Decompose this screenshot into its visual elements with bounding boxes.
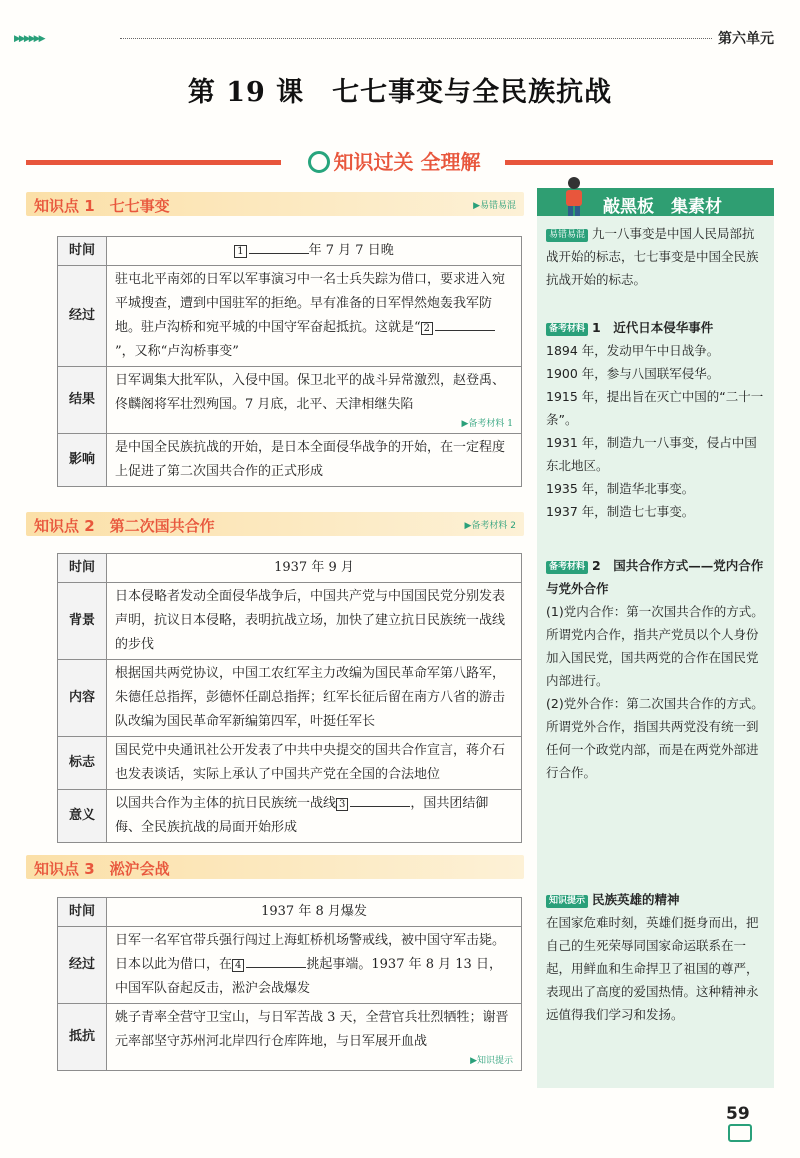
row-label: 结果 <box>58 367 107 434</box>
blank-number: 1 <box>234 245 246 258</box>
unit-label: 第六单元 <box>718 31 774 47</box>
table-row <box>58 898 522 927</box>
sidebar-title: 敲黑板 集素材 <box>603 197 722 217</box>
sidebar-line: 1900 年，参与八国联军侵华。 <box>546 366 720 381</box>
table-row <box>58 660 522 737</box>
background-cell: 日本侵略者发动全面侵华战争后，中国共产党与中国国民党分别发表声明，抗议日本侵略，表明抗战立场，加快了建立抗日民族统一战线的步伐 <box>107 583 522 660</box>
table-row <box>58 737 522 790</box>
kp1-table <box>57 236 522 487</box>
impact-cell: 是中国全民族抗战的开始，是日本全面侵华战争的开始，在一定程度上促进了第二次国共合作的正式形成 <box>107 434 522 487</box>
sidebar-badge: 备考材料 <box>546 561 588 574</box>
row-label: 内容 <box>58 660 107 737</box>
kp-tag: ▶备考材料 2 <box>464 521 516 531</box>
section-title: 知识过关 全理解 <box>288 146 500 175</box>
sidebar-block-2: 备考材料 1 近代日本侵华事件 1894 年，发动甲午中日战争。 1900 年，参与八国联军侵华。 1915 年，提出旨在灭亡中国的“二十一条”。 1931 年，制造九一八事变，侵占中国东北地区。 1935 年，制造华北事变。 1937 年，制造七七事变。 <box>546 316 766 523</box>
sidebar-line: 1915 年，提出旨在灭亡中国的“二十一条”。 <box>546 389 764 427</box>
process-cell: 日军一名军官带兵强行闯过上海虹桥机场警戒线，被中国守军击毙。日本以此为借口，在 4 挑起事端。1937 年 8 月 13 日，中国军队奋起反击，淞沪会战爆发 <box>107 927 522 1004</box>
swirl-icon <box>308 151 330 173</box>
table-row <box>58 266 522 367</box>
knowledge-point-2-header <box>26 512 524 536</box>
row-label: 时间 <box>58 898 107 927</box>
blank-number: 3 <box>336 798 348 811</box>
knowledge-point-1-header <box>26 192 524 216</box>
sidebar-block-3: 备考材料 2 国共合作方式——党内合作与党外合作 (1)党内合作：第一次国共合作的方式。所谓党内合作，指共产党员以个人身份加入国民党，国共两党的合作在国民党内部进行。 (2)党外合作：第二次国共合作的方式。所谓党外合作，指国共两党没有统一到任何一个政党内部，而是在两党外部进行合作。 <box>546 558 764 780</box>
row-label: 标志 <box>58 737 107 790</box>
reference-tag: ▶知识提示 <box>470 1056 513 1066</box>
blank-number: 4 <box>232 959 244 972</box>
reference-tag: ▶备考材料 1 <box>461 419 513 429</box>
sidebar-line: 1931 年，制造九一八事变，侵占中国东北地区。 <box>546 435 757 473</box>
sidebar-badge: 备考材料 <box>546 323 588 336</box>
section-bar-left <box>26 160 281 165</box>
row-label: 经过 <box>58 927 107 1004</box>
lesson-title: 第 19 课 七七事变与全民族抗战 <box>187 77 613 108</box>
time-cell: 1937 年 8 月爆发 <box>107 898 522 927</box>
table-row <box>58 927 522 1004</box>
knowledge-point-3-header <box>26 855 524 879</box>
sidebar-badge: 知识提示 <box>546 895 588 908</box>
blank-number: 2 <box>421 322 433 335</box>
table-row <box>58 790 522 843</box>
sidebar-line: 1937 年，制造七七事变。 <box>546 504 695 519</box>
content-cell: 根据国共两党协议，中国工农红军主力改编为国民革命军第八路军，朱德任总指挥，彭德怀任副总指挥；红军长征后留在南方八省的游击队改编为国民革命军新编第四军，叶挺任军长 <box>107 660 522 737</box>
kp-tag: ▶易错易混 <box>473 201 516 211</box>
row-label: 背景 <box>58 583 107 660</box>
sidebar-block-1: 易错易混 九一八事变是中国人民局部抗战开始的标志，七七事变是中国全民族抗战开始的标志。 <box>546 226 759 287</box>
time-cell: 1 年 7 月 7 日晚 <box>107 237 522 266</box>
sign-cell: 国民党中央通讯社公开发表了中共中央提交的国共合作宣言，蒋介石也发表谈话，实际上承认了中国共产党在全国的合法地位 <box>107 737 522 790</box>
sidebar-line: 1935 年，制造华北事变。 <box>546 481 695 496</box>
meaning-cell: 以国共合作为主体的抗日民族统一战线 3 ，国共团结御侮、全民族抗战的局面开始形成 <box>107 790 522 843</box>
student-figure-icon <box>561 176 587 216</box>
knowledge-point-title: 知识点 1 七七事变 <box>34 197 170 215</box>
section-bar-right <box>505 160 773 165</box>
resist-cell: 姚子青率全营守卫宝山，与日军苦战 3 天，全营官兵壮烈牺牲；谢晋元率部坚守苏州河北岸四行仓库阵地，与日军展开血战 ▶知识提示 <box>107 1004 522 1071</box>
sidebar-block-4: 知识提示 民族英雄的精神 在国家危难时刻，英雄们挺身而出，把自己的生死荣辱同国家命运联系在一起，用鲜血和生命捍卫了祖国的尊严，表现出了高度的爱国热情。这种精神永远值得我们学习和发扬。 <box>546 892 759 1022</box>
kp2-table <box>57 553 522 843</box>
row-label: 抵抗 <box>58 1004 107 1071</box>
knowledge-point-title: 知识点 3 淞沪会战 <box>34 860 170 878</box>
process-cell: 驻屯北平南郊的日军以军事演习中一名士兵失踪为借口，要求进入宛平城搜查，遭到中国驻军的拒绝。早有准备的日军悍然炮轰我军防地。驻卢沟桥和宛平城的中国守军奋起抵抗。这就是“ 2”，又称“卢沟桥事变” <box>107 266 522 367</box>
top-divider <box>120 38 712 39</box>
page-number: 59 <box>726 1104 770 1128</box>
row-label: 影响 <box>58 434 107 487</box>
table-row <box>58 583 522 660</box>
table-row <box>58 237 522 266</box>
sidebar-badge: 易错易混 <box>546 229 588 242</box>
time-cell: 1937 年 9 月 <box>107 554 522 583</box>
kp3-table <box>57 897 522 1071</box>
decorative-arrows: ▶▶▶▶▶▶ <box>14 34 44 44</box>
table-row <box>58 367 522 434</box>
fill-blank[interactable] <box>350 806 410 807</box>
result-cell: 日军调集大批军队，入侵中国。保卫北平的战斗异常激烈，赵登禹、佟麟阁将军壮烈殉国。7 月底，北平、天津相继失陷 ▶备考材料 1 <box>107 367 522 434</box>
fill-blank[interactable] <box>246 967 306 968</box>
fill-blank[interactable] <box>249 253 309 254</box>
table-row <box>58 554 522 583</box>
page-icon <box>728 1124 752 1142</box>
table-row <box>58 1004 522 1071</box>
table-row <box>58 434 522 487</box>
sidebar-line: 1894 年，发动甲午中日战争。 <box>546 343 720 358</box>
knowledge-point-title: 知识点 2 第二次国共合作 <box>34 517 215 535</box>
row-label: 经过 <box>58 266 107 367</box>
fill-blank[interactable] <box>435 330 495 331</box>
row-label: 时间 <box>58 237 107 266</box>
row-label: 意义 <box>58 790 107 843</box>
row-label: 时间 <box>58 554 107 583</box>
